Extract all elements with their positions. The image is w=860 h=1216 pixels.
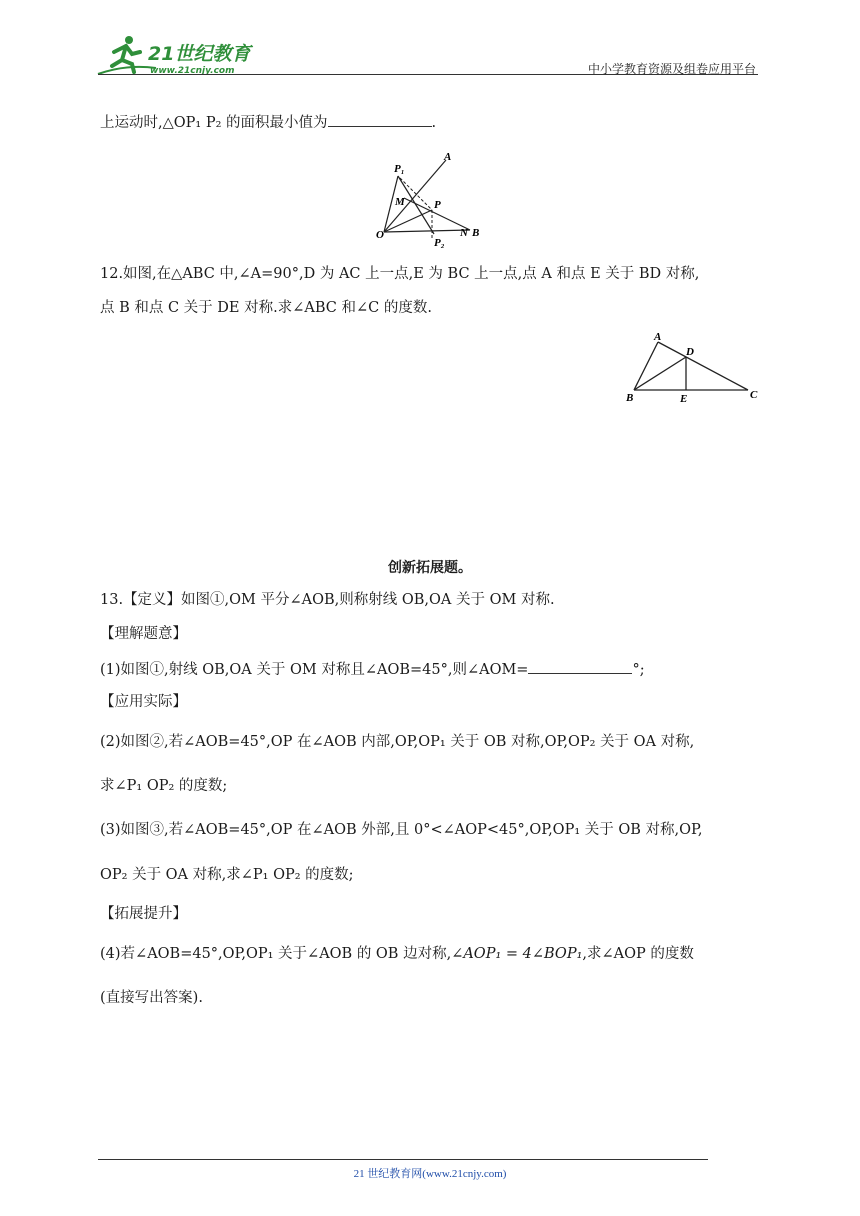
label-n: N	[460, 227, 468, 239]
q12-line1: 12.如图,在△ABC 中,∠A=90°,D 为 AC 上一点,E 为 BC 上一点,点 A 和点 E 关于 BD 对称,	[100, 266, 700, 282]
platform-name: 中小学教育资源及组卷应用平台	[587, 62, 756, 76]
label-p1: P₁	[394, 163, 405, 175]
q12-line2: 点 B 和点 C 关于 DE 对称.求∠ABC 和∠C 的度数.	[100, 300, 432, 316]
heading-extend: 【拓展提升】	[100, 906, 187, 922]
label-m: M	[395, 196, 405, 208]
logo-text: 21世纪教育	[148, 43, 251, 65]
footer-divider	[98, 1159, 708, 1160]
footer-link[interactable]: 21 世纪教育网(www.21cnjy.com)	[353, 1168, 507, 1180]
q11-tail-text: 上运动时,△OP₁ P₂ 的面积最小值为	[100, 115, 328, 131]
q13-part2-line1: (2)如图②,若∠AOB=45°,OP 在∠AOB 内部,OP,OP₁ 关于 OB 对称,OP,OP₂ 关于 OA 对称,	[100, 734, 695, 750]
q13-intro: 13.【定义】如图①,OM 平分∠AOB,则称射线 OB,OA 关于 OM 对称.	[100, 592, 555, 608]
label-a: A	[444, 151, 452, 163]
label-p: P	[434, 199, 441, 211]
q13-part4-line2: (直接写出答案).	[100, 990, 203, 1006]
label-a: A	[654, 331, 662, 343]
heading-apply: 【应用实际】	[100, 694, 187, 710]
q11-answer-blank	[328, 112, 432, 127]
q13-part2-line2: 求∠P₁ OP₂ 的度数;	[100, 778, 228, 794]
figure-q12	[624, 330, 764, 406]
label-d: D	[686, 346, 694, 358]
label-b: B	[626, 392, 634, 404]
label-e: E	[680, 393, 688, 405]
header-divider	[98, 74, 758, 75]
label-p2: P₂	[434, 237, 445, 248]
figure-q11	[374, 148, 486, 248]
label-c: C	[750, 389, 758, 401]
logo-url: www.21cnjy.com	[150, 66, 235, 76]
site-logo	[96, 34, 266, 78]
part4-equation: ∠AOP₁ = 4∠BOP₁	[451, 946, 583, 962]
q13-part1: (1)如图①,射线 OB,OA 关于 OM 对称且∠AOB=45°,则∠AOM= °;	[100, 659, 645, 680]
label-o: O	[376, 229, 384, 241]
q13-part4-line1: (4)若∠AOB=45°,OP,OP₁ 关于∠AOB 的 OB 边对称,∠AOP₁ = 4∠BOP₁,求∠AOP 的度数	[100, 946, 694, 962]
heading-understand: 【理解题意】	[100, 626, 187, 642]
q11-tail: 上运动时,△OP₁ P₂ 的面积最小值为 .	[100, 112, 436, 133]
section-title: 创新拓展题。	[388, 560, 472, 576]
q13-part3-line2: OP₂ 关于 OA 对称,求∠P₁ OP₂ 的度数;	[100, 867, 354, 883]
q13-part3-line1: (3)如图③,若∠AOB=45°,OP 在∠AOB 外部,且 0°<∠AOP<45°,OP,OP₁ 关于 OB 对称,OP,	[100, 822, 703, 838]
label-b: B	[472, 227, 480, 239]
ray-ob	[384, 230, 470, 232]
q13-part1-blank	[528, 659, 632, 674]
